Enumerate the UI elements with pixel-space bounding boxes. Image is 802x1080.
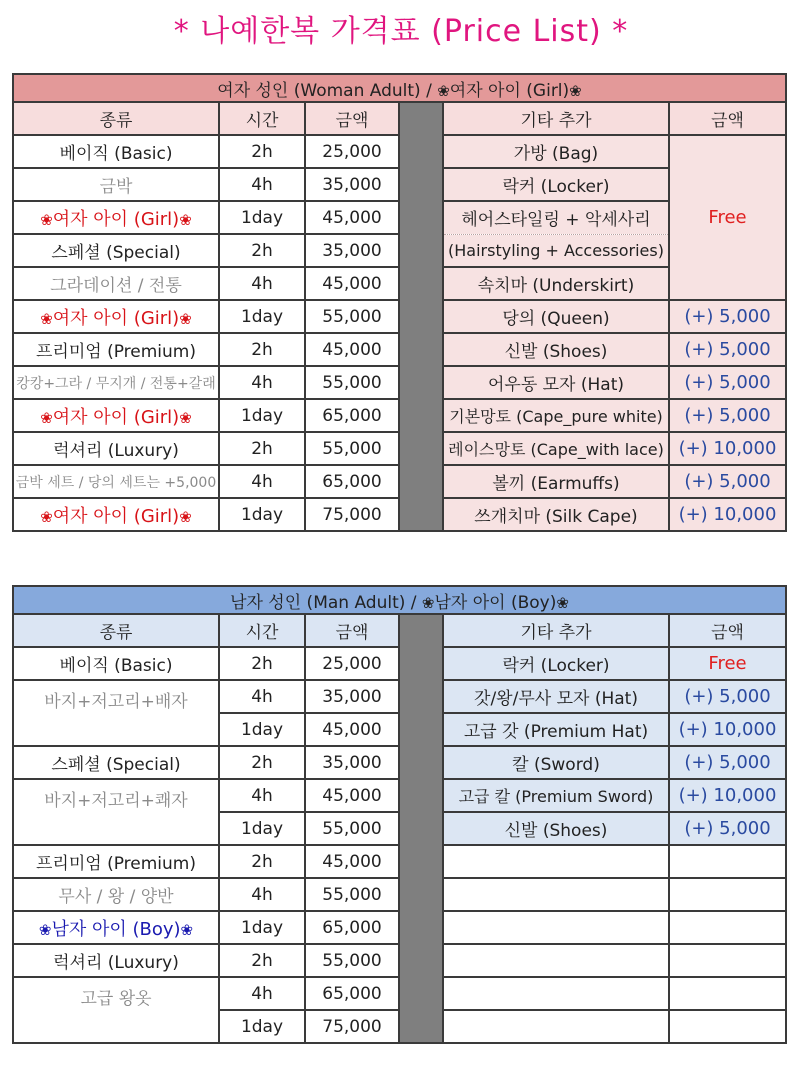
- category-girl: ❀여자 아이 (Girl)❀: [13, 300, 219, 333]
- empty-cell: [443, 911, 669, 944]
- price-cell: 75,000: [305, 1010, 399, 1043]
- extra-price: (+) 5,000: [669, 366, 786, 399]
- price-cell: 45,000: [305, 713, 399, 746]
- extra-item: 신발 (Shoes): [443, 812, 669, 845]
- extra-price: (+) 10,000: [669, 432, 786, 465]
- extra-price: (+) 10,000: [669, 779, 786, 812]
- price-cell: 25,000: [305, 135, 399, 168]
- col-header-extra-price: 금액: [669, 614, 786, 647]
- category-boy: ❀남자 아이 (Boy)❀: [13, 911, 219, 944]
- page-title: * 나예한복 가격표 (Price List) *: [173, 14, 629, 49]
- extra-price: (+) 10,000: [669, 713, 786, 746]
- time-cell: 4h: [219, 878, 305, 911]
- time-cell: 4h: [219, 680, 305, 713]
- extra-item: 락커 (Locker): [443, 647, 669, 680]
- price-cell: 55,000: [305, 878, 399, 911]
- time-cell: 1day: [219, 812, 305, 845]
- flower-icon: ❀: [179, 210, 192, 229]
- flower-icon: ❀: [179, 408, 192, 427]
- category-sub: 그라데이션 / 전통: [13, 267, 219, 300]
- flower-icon: ❀: [40, 210, 53, 229]
- men-price-table: [12, 585, 787, 1044]
- column-divider: [399, 102, 443, 531]
- extra-item: 고급 갓 (Premium Hat): [443, 713, 669, 746]
- empty-cell: [669, 911, 786, 944]
- extra-item: 칼 (Sword): [443, 746, 669, 779]
- empty-cell: [443, 1010, 669, 1043]
- col-header-extra: 기타 추가: [443, 102, 669, 135]
- extra-price: (+) 5,000: [669, 680, 786, 713]
- time-cell: 2h: [219, 432, 305, 465]
- women-section-header: [13, 74, 786, 102]
- flower-icon: ❀: [40, 309, 53, 328]
- time-cell: 2h: [219, 944, 305, 977]
- category-girl: ❀여자 아이 (Girl)❀: [13, 498, 219, 531]
- extra-item: 당의 (Queen): [443, 300, 669, 333]
- col-header-price: 금액: [305, 102, 399, 135]
- category-name: 베이직 (Basic): [13, 647, 219, 680]
- extra-item: 쓰개치마 (Silk Cape): [443, 498, 669, 531]
- extra-item: 고급 칼 (Premium Sword): [443, 779, 669, 812]
- category-sub: 캉캉+그라 / 무지개 / 전통+갈래: [13, 366, 219, 399]
- category-sub: 바지+저고리+쾌자: [13, 779, 219, 845]
- time-cell: 2h: [219, 845, 305, 878]
- time-cell: 2h: [219, 746, 305, 779]
- category-name: 스페셜 (Special): [13, 234, 219, 267]
- price-cell: 55,000: [305, 300, 399, 333]
- price-cell: 35,000: [305, 680, 399, 713]
- women-price-table: [12, 73, 787, 532]
- empty-cell: [443, 977, 669, 1010]
- girl-header-label: 여자 아이 (Girl): [449, 80, 570, 101]
- flower-icon: ❀: [40, 408, 53, 427]
- col-header-time: 시간: [219, 102, 305, 135]
- empty-cell: [669, 944, 786, 977]
- time-cell: 4h: [219, 168, 305, 201]
- category-name: 럭셔리 (Luxury): [13, 432, 219, 465]
- time-cell: 2h: [219, 234, 305, 267]
- price-cell: 25,000: [305, 647, 399, 680]
- flower-icon: ❀: [40, 507, 53, 526]
- extra-item: 가방 (Bag): [443, 135, 669, 168]
- category-sub: 바지+저고리+배자: [13, 680, 219, 746]
- price-cell: 55,000: [305, 432, 399, 465]
- price-cell: 35,000: [305, 234, 399, 267]
- extra-item: 기본망토 (Cape_pure white): [443, 399, 669, 432]
- extra-price: (+) 5,000: [669, 300, 786, 333]
- men-section-header: [13, 586, 786, 614]
- price-cell: 35,000: [305, 746, 399, 779]
- flower-icon: ❀: [556, 593, 569, 612]
- time-cell: 1day: [219, 399, 305, 432]
- extra-item: 헤어스타일링 + 악세사리: [443, 201, 669, 234]
- price-cell: 65,000: [305, 911, 399, 944]
- time-cell: 4h: [219, 465, 305, 498]
- time-cell: 1day: [219, 1010, 305, 1043]
- extra-item: 갓/왕/무사 모자 (Hat): [443, 680, 669, 713]
- category-name: 프리미엄 (Premium): [13, 333, 219, 366]
- empty-cell: [669, 1010, 786, 1043]
- flower-icon: ❀: [421, 593, 435, 612]
- category-girl: ❀여자 아이 (Girl)❀: [13, 399, 219, 432]
- time-cell: 4h: [219, 366, 305, 399]
- extra-item: 속치마 (Underskirt): [443, 267, 669, 300]
- price-cell: 65,000: [305, 977, 399, 1010]
- extra-price: (+) 10,000: [669, 498, 786, 531]
- flower-icon: ❀: [179, 507, 192, 526]
- extra-item: (Hairstyling + Accessories): [443, 234, 669, 267]
- category-name: 베이직 (Basic): [13, 135, 219, 168]
- price-cell: 45,000: [305, 779, 399, 812]
- extra-price: (+) 5,000: [669, 812, 786, 845]
- category-girl: ❀여자 아이 (Girl)❀: [13, 201, 219, 234]
- time-cell: 2h: [219, 135, 305, 168]
- price-cell: 45,000: [305, 267, 399, 300]
- extra-price: (+) 5,000: [669, 465, 786, 498]
- price-cell: 55,000: [305, 366, 399, 399]
- time-cell: 2h: [219, 647, 305, 680]
- time-cell: 1day: [219, 201, 305, 234]
- men-header-label: 남자 성인 (Man Adult) /: [230, 592, 422, 613]
- time-cell: 1day: [219, 300, 305, 333]
- flower-icon: ❀: [437, 81, 450, 100]
- col-header-extra: 기타 추가: [443, 614, 669, 647]
- col-header-type: 종류: [13, 614, 219, 647]
- time-cell: 4h: [219, 779, 305, 812]
- empty-cell: [669, 845, 786, 878]
- flower-icon: ❀: [180, 920, 194, 939]
- category-name: 럭셔리 (Luxury): [13, 944, 219, 977]
- extra-item: 레이스망토 (Cape_with lace): [443, 432, 669, 465]
- time-cell: 1day: [219, 713, 305, 746]
- time-cell: 2h: [219, 333, 305, 366]
- category-sub: 금박 세트 / 당의 세트는 +5,000: [13, 465, 219, 498]
- time-cell: 4h: [219, 267, 305, 300]
- empty-cell: [443, 845, 669, 878]
- time-cell: 4h: [219, 977, 305, 1010]
- price-cell: 65,000: [305, 465, 399, 498]
- category-sub: 금박: [13, 168, 219, 201]
- price-cell: 65,000: [305, 399, 399, 432]
- category-name: 스페셜 (Special): [13, 746, 219, 779]
- col-header-price: 금액: [305, 614, 399, 647]
- col-header-extra-price: 금액: [669, 102, 786, 135]
- extra-item: 신발 (Shoes): [443, 333, 669, 366]
- price-cell: 45,000: [305, 333, 399, 366]
- boy-header-label: 남자 아이 (Boy): [434, 592, 557, 613]
- extra-item: 볼끼 (Earmuffs): [443, 465, 669, 498]
- extra-price: (+) 5,000: [669, 746, 786, 779]
- category-name: 프리미엄 (Premium): [13, 845, 219, 878]
- price-cell: 75,000: [305, 498, 399, 531]
- price-cell: 55,000: [305, 944, 399, 977]
- flower-icon: ❀: [179, 309, 192, 328]
- col-header-type: 종류: [13, 102, 219, 135]
- price-cell: 45,000: [305, 201, 399, 234]
- flower-icon: ❀: [38, 920, 52, 939]
- category-sub: 고급 왕옷: [13, 977, 219, 1043]
- empty-cell: [669, 977, 786, 1010]
- time-cell: 1day: [219, 911, 305, 944]
- empty-cell: [443, 878, 669, 911]
- price-cell: 55,000: [305, 812, 399, 845]
- extra-item: 어우동 모자 (Hat): [443, 366, 669, 399]
- price-cell: 45,000: [305, 845, 399, 878]
- extra-item: 락커 (Locker): [443, 168, 669, 201]
- time-cell: 1day: [219, 498, 305, 531]
- column-divider: [399, 614, 443, 1043]
- flower-icon: ❀: [569, 81, 582, 100]
- empty-cell: [443, 944, 669, 977]
- category-sub: 무사 / 왕 / 양반: [13, 878, 219, 911]
- extra-price-free: Free: [669, 647, 786, 680]
- extra-price-free: Free: [669, 135, 786, 300]
- extra-price: (+) 5,000: [669, 399, 786, 432]
- col-header-time: 시간: [219, 614, 305, 647]
- empty-cell: [669, 878, 786, 911]
- women-header-label: 여자 성인 (Woman Adult) /: [217, 80, 438, 101]
- extra-price: (+) 5,000: [669, 333, 786, 366]
- price-cell: 35,000: [305, 168, 399, 201]
